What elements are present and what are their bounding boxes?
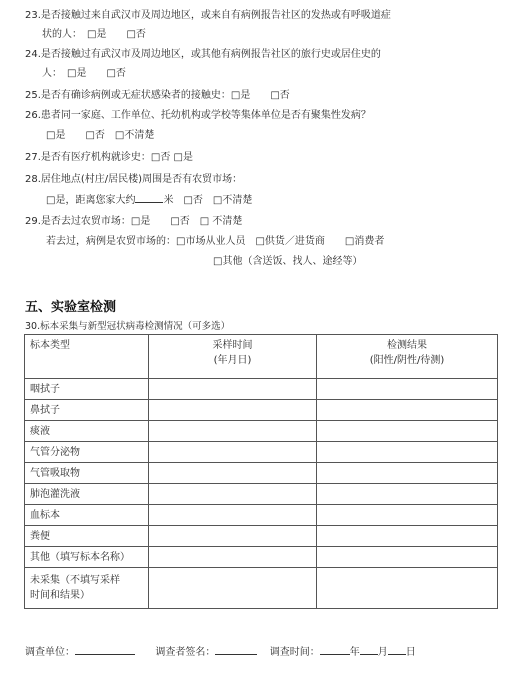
- sampling-time-cell[interactable]: [149, 484, 317, 505]
- test-result-cell[interactable]: [317, 505, 498, 526]
- table-row: [25, 400, 498, 421]
- q28-line2-pre: □是，距离您家大约: [46, 195, 136, 206]
- sample-type-cell: 气管分泌物: [25, 442, 149, 463]
- sampling-time-cell[interactable]: [149, 379, 317, 400]
- header-sample-type: 标本类型: [25, 335, 149, 379]
- section-subtitle: 30.标本采集与新型冠状病毒检测情况（可多选）: [25, 321, 231, 332]
- year-label: 年: [349, 647, 360, 658]
- table-row: [25, 463, 498, 484]
- table-row: [25, 526, 498, 547]
- unit-blank[interactable]: [75, 644, 135, 655]
- q29-line1[interactable]: 29.是否去过农贸市场：□是 □否 □ 不清楚: [25, 216, 243, 227]
- month-label: 月: [377, 647, 388, 658]
- q27[interactable]: 27.是否有医疗机构就诊史：□否 □是: [25, 152, 193, 163]
- table-header-row: [25, 335, 498, 379]
- signer-label: 调查者签名：: [155, 647, 216, 658]
- sample-type-cell: 血标本: [25, 505, 149, 526]
- test-result-cell[interactable]: [317, 547, 498, 568]
- sample-type-cell: 鼻拭子: [25, 400, 149, 421]
- sample-type-cell: 其他（填写标本名称）: [25, 547, 149, 568]
- sample-type-cell: 咽拭子: [25, 379, 149, 400]
- sampling-time-cell[interactable]: [149, 442, 317, 463]
- header-sampling-time: 采样时间 (年月日): [149, 335, 317, 379]
- section-title: 五、实验室检测: [25, 300, 117, 315]
- test-result-cell[interactable]: [317, 568, 498, 609]
- test-result-cell[interactable]: [317, 379, 498, 400]
- day-label: 日: [405, 647, 416, 658]
- month-blank[interactable]: [360, 644, 378, 655]
- test-result-cell[interactable]: [317, 484, 498, 505]
- q29-line2[interactable]: 若去过，病例是农贸市场的：□市场从业人员 □供货／进货商 □消费者: [46, 236, 385, 247]
- sample-type-cell: 肺泡灌洗液: [25, 484, 149, 505]
- table-row: [25, 484, 498, 505]
- q28-line1: 28.居住地点(村庄/居民楼)周围是否有农贸市场：: [25, 174, 243, 185]
- sampling-time-cell[interactable]: [149, 400, 317, 421]
- q23-line2[interactable]: 状的人： □是 □否: [42, 29, 146, 40]
- test-result-cell[interactable]: [317, 442, 498, 463]
- table-row: [25, 379, 498, 400]
- sampling-time-cell[interactable]: [149, 505, 317, 526]
- table-row: [25, 421, 498, 442]
- sampling-time-cell[interactable]: [149, 526, 317, 547]
- distance-blank[interactable]: [135, 192, 163, 203]
- q24-line2[interactable]: 人： □是 □否: [42, 68, 126, 79]
- table-row: [25, 568, 498, 609]
- sampling-time-cell[interactable]: [149, 547, 317, 568]
- q28-line2-post: 米 □否 □不清楚: [163, 195, 253, 206]
- q26-line1: 26.患者同一家庭、工作单位、托幼机构或学校等集体单位是否有聚集性发病？: [25, 110, 371, 121]
- survey-footer: [25, 643, 416, 658]
- sampling-time-cell[interactable]: [149, 568, 317, 609]
- test-result-cell[interactable]: [317, 400, 498, 421]
- sample-type-cell: 气管吸取物: [25, 463, 149, 484]
- table-row: [25, 505, 498, 526]
- lab-test-table: [24, 334, 498, 609]
- time-label: 调查时间：: [269, 647, 320, 658]
- test-result-cell[interactable]: [317, 526, 498, 547]
- sampling-time-cell[interactable]: [149, 463, 317, 484]
- header-test-result: 检测结果 (阳性/阴性/待测): [317, 335, 498, 379]
- q24-line1: 24.是否接触过有武汉市及周边地区，或其他有病例报告社区的旅行史或居住史的: [25, 49, 381, 60]
- sample-type-cell: 粪便: [25, 526, 149, 547]
- table-row: [25, 442, 498, 463]
- signer-blank[interactable]: [215, 644, 257, 655]
- q25[interactable]: 25.是否有确诊病例或无症状感染者的接触史：□是 □否: [25, 90, 290, 101]
- table-row: [25, 547, 498, 568]
- q28-line2[interactable]: [46, 192, 252, 209]
- test-result-cell[interactable]: [317, 463, 498, 484]
- sample-type-cell: 未采集（不填写采样 时间和结果）: [25, 568, 149, 609]
- year-blank[interactable]: [320, 644, 350, 655]
- q29-line3[interactable]: □其他（含送饭、找人、途经等）: [213, 256, 363, 267]
- q26-line2[interactable]: □是 □否 □不清楚: [46, 130, 155, 141]
- day-blank[interactable]: [388, 644, 406, 655]
- unit-label: 调查单位：: [25, 647, 75, 658]
- q23-line1: 23.是否接触过来自武汉市及周边地区，或来自有病例报告社区的发热或有呼吸道症: [25, 10, 391, 21]
- test-result-cell[interactable]: [317, 421, 498, 442]
- sample-type-cell: 痰液: [25, 421, 149, 442]
- sampling-time-cell[interactable]: [149, 421, 317, 442]
